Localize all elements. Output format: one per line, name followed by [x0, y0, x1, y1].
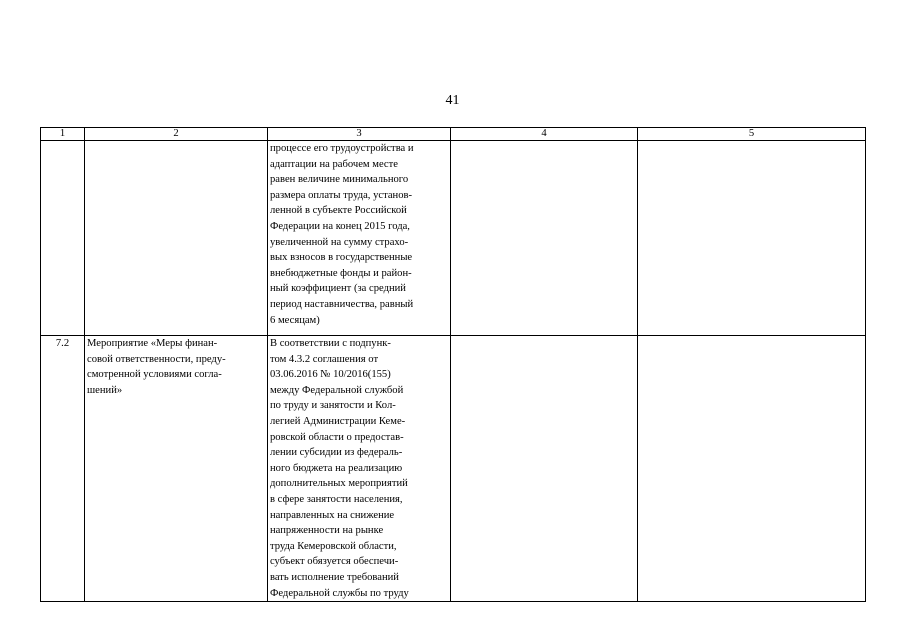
text-line: увеличенной на сумму страхо-: [270, 236, 409, 248]
text-line: Федеральной службы по труду: [270, 587, 409, 599]
row-col5-cell: [638, 336, 866, 602]
row-name-cell: [85, 141, 268, 336]
text-line: направленных на снижение: [270, 509, 395, 521]
row-col4-cell: [451, 141, 638, 336]
text-line: 6 месяцам): [270, 314, 320, 326]
text-line: процессе его трудоустройства и: [270, 143, 414, 154]
text-line: 03.06.2016 № 10/2016(155): [270, 369, 391, 381]
text-line: по труду и занятости и Кол-: [270, 400, 396, 412]
text-line: в сфере занятости населения,: [270, 493, 403, 505]
text-line: совой ответственности, преду-: [87, 353, 226, 365]
row-number-cell: 7.2: [41, 336, 85, 602]
text-line: шений»: [87, 384, 123, 396]
text-line: лении субсидии из федераль-: [270, 447, 403, 459]
header-col-3: 3: [268, 128, 451, 141]
text-line: вых взносов в государственные: [270, 252, 413, 264]
text-line: Федерации на конец 2015 года,: [270, 220, 410, 232]
text-line: легией Администрации Кеме-: [270, 415, 406, 427]
row-name-cell: [85, 336, 268, 602]
text-line: вать исполнение требований: [270, 571, 399, 583]
text-line: размера оплаты труда, установ-: [270, 189, 413, 201]
header-col-4: 4: [451, 128, 638, 141]
header-row: [41, 128, 866, 141]
header-col-2: 2: [85, 128, 268, 141]
text-line: ного бюджета на реализацию: [270, 462, 403, 474]
text-line: субъект обязуется обеспечи-: [270, 556, 399, 568]
text-line: ровской области о предостав-: [270, 431, 404, 443]
text-line: дополнительных мероприятий: [270, 478, 408, 490]
text-line: В соответствии с подпунк-: [270, 338, 391, 349]
row-col4-cell: [451, 336, 638, 602]
text-line: том 4.3.2 соглашения от: [270, 353, 379, 365]
text-line: Мероприятие «Меры финан-: [87, 338, 218, 349]
text-line: труда Кемеровской области,: [270, 540, 397, 552]
page-number: 41: [445, 93, 460, 108]
text-line: смотренной условиями согла-: [87, 369, 222, 381]
row-col5-cell: [638, 141, 866, 336]
text-line: адаптации на рабочем месте: [270, 158, 398, 170]
text-line: период наставничества, равный: [270, 298, 414, 310]
text-line: равен величине минимального: [270, 174, 409, 186]
text-line: ленной в субъекте Российской: [270, 205, 407, 217]
program-table: [40, 127, 866, 602]
text-line: напряженности на рынке: [270, 525, 384, 537]
row-number-cell: [41, 141, 85, 336]
text-line: внебюджетные фонды и район-: [270, 267, 412, 279]
table-row: [41, 336, 866, 602]
text-line: между Федеральной службой: [270, 384, 404, 396]
header-col-5: 5: [638, 128, 866, 141]
header-col-1: 1: [41, 128, 85, 141]
text-line: ный коэффициент (за средний: [270, 283, 406, 295]
row-description-cell: [268, 141, 451, 336]
row-description-cell: [268, 336, 451, 602]
table-row: [41, 141, 866, 336]
